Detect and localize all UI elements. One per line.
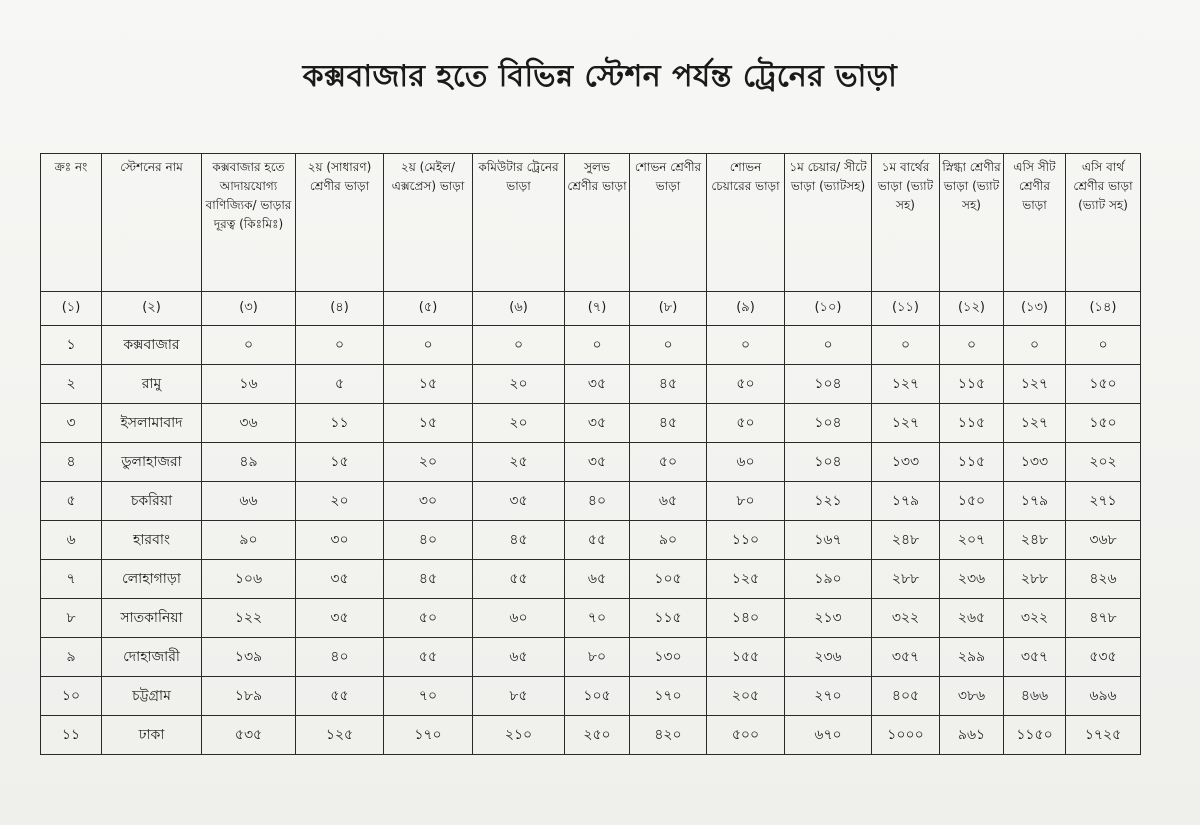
- fare-cell: ২৮৮: [872, 560, 940, 599]
- fare-cell: ২৩৬: [940, 560, 1004, 599]
- column-number-row: [41, 292, 1141, 326]
- table-row: [41, 404, 1141, 443]
- fare-cell: ২৪৮: [872, 521, 940, 560]
- fare-cell: ৪৫: [630, 365, 707, 404]
- fare-cell: ৪৫: [384, 560, 473, 599]
- fare-cell: ১১০: [707, 521, 785, 560]
- fare-cell: ৪৫: [473, 521, 565, 560]
- fare-cell: ২৫: [473, 443, 565, 482]
- fare-cell: ৪৯: [202, 443, 296, 482]
- fare-cell: ০: [1004, 326, 1066, 365]
- fare-cell: ৫৫: [473, 560, 565, 599]
- fare-cell: ৫৫: [565, 521, 630, 560]
- column-header: এসি সীট শ্রেণীর ভাড়া: [1004, 154, 1066, 292]
- fare-cell: ৩৫৭: [872, 638, 940, 677]
- column-number: (৬): [473, 292, 565, 326]
- serial-cell: ২: [41, 365, 102, 404]
- station-name-cell: দোহাজারী: [102, 638, 202, 677]
- fare-cell: ৯৬১: [940, 716, 1004, 755]
- fare-cell: ২০৭: [940, 521, 1004, 560]
- column-number: (১): [41, 292, 102, 326]
- fare-cell: ৩৫: [565, 404, 630, 443]
- fare-cell: ৩৫: [473, 482, 565, 521]
- fare-cell: ৩৫: [565, 365, 630, 404]
- serial-cell: ১০: [41, 677, 102, 716]
- fare-cell: ৩৫: [565, 443, 630, 482]
- fare-cell: ৫০: [707, 365, 785, 404]
- fare-cell: ৫০: [707, 404, 785, 443]
- column-number: (১২): [940, 292, 1004, 326]
- serial-cell: ৩: [41, 404, 102, 443]
- table-row: [41, 638, 1141, 677]
- column-number: (১৩): [1004, 292, 1066, 326]
- fare-cell: ০: [707, 326, 785, 365]
- table-row: [41, 677, 1141, 716]
- fare-cell: ১৭০: [630, 677, 707, 716]
- fare-cell: ২১৩: [785, 599, 872, 638]
- fare-cell: ৫০: [384, 599, 473, 638]
- serial-cell: ৭: [41, 560, 102, 599]
- fare-cell: ২০: [473, 365, 565, 404]
- table-row: [41, 560, 1141, 599]
- fare-cell: ০: [785, 326, 872, 365]
- fare-cell: ২৮৮: [1004, 560, 1066, 599]
- column-header: ২য় (সাধারণ) শ্রেণীর ভাড়া: [296, 154, 384, 292]
- fare-cell: ৬৫: [630, 482, 707, 521]
- column-number: (২): [102, 292, 202, 326]
- column-header: স্নিগ্ধা শ্রেণীর ভাড়া (ভ্যাট সহ): [940, 154, 1004, 292]
- fare-cell: ৪৫: [630, 404, 707, 443]
- fare-cell: ১৯০: [785, 560, 872, 599]
- station-name-cell: ডুলাহাজরা: [102, 443, 202, 482]
- table-row: [41, 482, 1141, 521]
- fare-cell: ১২৭: [872, 365, 940, 404]
- fare-cell: ৬৭০: [785, 716, 872, 755]
- column-number: (৮): [630, 292, 707, 326]
- serial-cell: ৯: [41, 638, 102, 677]
- fare-cell: ১২৫: [707, 560, 785, 599]
- fare-cell: ০: [1066, 326, 1141, 365]
- fare-cell: ০: [384, 326, 473, 365]
- column-header: কমিউটার ট্রেনের ভাড়া: [473, 154, 565, 292]
- column-header: ১ম চেয়ার/ সীটে ভাড়া (ভ্যাটসহ): [785, 154, 872, 292]
- serial-cell: ১১: [41, 716, 102, 755]
- fare-cell: ১৭৯: [872, 482, 940, 521]
- fare-cell: ৮০: [565, 638, 630, 677]
- column-number: (১৪): [1066, 292, 1141, 326]
- fare-cell: ৩০: [384, 482, 473, 521]
- fare-cell: ১০৫: [565, 677, 630, 716]
- fare-cell: ১০৪: [785, 365, 872, 404]
- station-name-cell: কক্সবাজার: [102, 326, 202, 365]
- fare-cell: ৫৫: [384, 638, 473, 677]
- column-number: (৪): [296, 292, 384, 326]
- fare-cell: ১৫০: [1066, 365, 1141, 404]
- column-number: (১১): [872, 292, 940, 326]
- table-row: [41, 326, 1141, 365]
- fare-cell: ৫৩৫: [1066, 638, 1141, 677]
- table-row: [41, 521, 1141, 560]
- fare-cell: ১১: [296, 404, 384, 443]
- fare-cell: ০: [565, 326, 630, 365]
- fare-cell: ১৮৯: [202, 677, 296, 716]
- fare-cell: ৪০: [384, 521, 473, 560]
- fare-cell: ০: [296, 326, 384, 365]
- station-name-cell: চকরিয়া: [102, 482, 202, 521]
- fare-cell: ৪২৬: [1066, 560, 1141, 599]
- station-name-cell: সাতকানিয়া: [102, 599, 202, 638]
- column-number: (৯): [707, 292, 785, 326]
- fare-cell: ৪০৫: [872, 677, 940, 716]
- fare-cell: ১৩৩: [872, 443, 940, 482]
- fare-cell: ১০৪: [785, 443, 872, 482]
- fare-cell: ১১৫: [940, 365, 1004, 404]
- fare-cell: ০: [940, 326, 1004, 365]
- fare-cell: ১২৫: [296, 716, 384, 755]
- fare-cell: ১৭২৫: [1066, 716, 1141, 755]
- fare-cell: ১৫: [384, 404, 473, 443]
- table-body: [41, 326, 1141, 755]
- fare-cell: ৬০: [707, 443, 785, 482]
- fare-cell: ১৫০: [1066, 404, 1141, 443]
- fare-cell: ১৩০: [630, 638, 707, 677]
- column-header: কক্সবাজার হতে আদায়যোগ্য বাণিজ্যিক/ ভাড়ার দূরত্ব (কিঃমিঃ): [202, 154, 296, 292]
- fare-cell: ১৬: [202, 365, 296, 404]
- column-header: ক্রঃ নং: [41, 154, 102, 292]
- fare-cell: ২৭০: [785, 677, 872, 716]
- fare-cell: ৭০: [384, 677, 473, 716]
- column-number: (১০): [785, 292, 872, 326]
- column-number: (৩): [202, 292, 296, 326]
- header-row: [41, 154, 1141, 292]
- serial-cell: ৪: [41, 443, 102, 482]
- fare-cell: ২০২: [1066, 443, 1141, 482]
- column-header: শোভন শ্রেণীর ভাড়া: [630, 154, 707, 292]
- fare-cell: ১৫: [384, 365, 473, 404]
- fare-cell: ১২২: [202, 599, 296, 638]
- fare-cell: ৩৫: [296, 599, 384, 638]
- fare-cell: ২৪৮: [1004, 521, 1066, 560]
- fare-cell: ৪৬৬: [1004, 677, 1066, 716]
- fare-cell: ৯০: [630, 521, 707, 560]
- fare-cell: ৫৩৫: [202, 716, 296, 755]
- column-header: ১ম বার্থের ভাড়া (ভ্যাট সহ): [872, 154, 940, 292]
- serial-cell: ৫: [41, 482, 102, 521]
- fare-cell: ২০: [384, 443, 473, 482]
- fare-cell: ৯০: [202, 521, 296, 560]
- fare-cell: ১২৭: [1004, 404, 1066, 443]
- fare-cell: ১০০০: [872, 716, 940, 755]
- fare-cell: ৪৭৮: [1066, 599, 1141, 638]
- fare-cell: ১২১: [785, 482, 872, 521]
- fare-cell: ০: [872, 326, 940, 365]
- fare-cell: ৪০: [296, 638, 384, 677]
- fare-cell: ১২৭: [872, 404, 940, 443]
- fare-cell: ১৩৩: [1004, 443, 1066, 482]
- fare-cell: ২০৫: [707, 677, 785, 716]
- station-name-cell: লোহাগাড়া: [102, 560, 202, 599]
- fare-cell: ৭০: [565, 599, 630, 638]
- fare-cell: ২০: [296, 482, 384, 521]
- fare-cell: ১৭০: [384, 716, 473, 755]
- table-row: [41, 599, 1141, 638]
- fare-cell: ২৯৯: [940, 638, 1004, 677]
- fare-table: [40, 153, 1141, 755]
- fare-cell: ৫৫: [296, 677, 384, 716]
- page-title: কক্সবাজার হতে বিভিন্ন স্টেশন পর্যন্ত ট্রেনের ভাড়া: [302, 59, 898, 94]
- fare-cell: ৪২০: [630, 716, 707, 755]
- table-row: [41, 365, 1141, 404]
- serial-cell: ৬: [41, 521, 102, 560]
- fare-cell: ৬৫: [473, 638, 565, 677]
- fare-cell: ১৩৯: [202, 638, 296, 677]
- fare-cell: ১১৫০: [1004, 716, 1066, 755]
- fare-cell: ৬৯৬: [1066, 677, 1141, 716]
- fare-cell: ৩৬: [202, 404, 296, 443]
- fare-cell: ০: [473, 326, 565, 365]
- column-header: সুলভ শ্রেণীর ভাড়া: [565, 154, 630, 292]
- fare-cell: ৬৬: [202, 482, 296, 521]
- fare-cell: ৩৮৬: [940, 677, 1004, 716]
- table-row: [41, 443, 1141, 482]
- fare-cell: ২৬৫: [940, 599, 1004, 638]
- fare-cell: ১৫০: [940, 482, 1004, 521]
- fare-cell: ২৩৬: [785, 638, 872, 677]
- fare-cell: ১৫৫: [707, 638, 785, 677]
- column-header: শোভন চেয়ারের ভাড়া: [707, 154, 785, 292]
- table-row: [41, 716, 1141, 755]
- fare-cell: ১১৫: [940, 404, 1004, 443]
- fare-cell: ৩৫: [296, 560, 384, 599]
- fare-cell: ১০৪: [785, 404, 872, 443]
- fare-cell: ৪০: [565, 482, 630, 521]
- fare-cell: ১৬৭: [785, 521, 872, 560]
- fare-cell: ২০: [473, 404, 565, 443]
- column-header: ২য় (মেইল/ এক্সপ্রেস) ভাড়া: [384, 154, 473, 292]
- fare-cell: ৩২২: [1004, 599, 1066, 638]
- fare-cell: ৩৬৮: [1066, 521, 1141, 560]
- fare-cell: ২৫০: [565, 716, 630, 755]
- column-header: স্টেশনের নাম: [102, 154, 202, 292]
- fare-cell: ৮৫: [473, 677, 565, 716]
- station-name-cell: ঢাকা: [102, 716, 202, 755]
- fare-cell: ১০৫: [630, 560, 707, 599]
- fare-cell: ১০৬: [202, 560, 296, 599]
- fare-cell: ১২৭: [1004, 365, 1066, 404]
- column-number: (৭): [565, 292, 630, 326]
- fare-cell: ১১৫: [630, 599, 707, 638]
- fare-cell: ১১৫: [940, 443, 1004, 482]
- fare-cell: ২৭১: [1066, 482, 1141, 521]
- station-name-cell: হারবাং: [102, 521, 202, 560]
- station-name-cell: রামু: [102, 365, 202, 404]
- fare-cell: ১৪০: [707, 599, 785, 638]
- fare-cell: ৩৫৭: [1004, 638, 1066, 677]
- fare-cell: ৫: [296, 365, 384, 404]
- fare-cell: ২১০: [473, 716, 565, 755]
- station-name-cell: চট্টগ্রাম: [102, 677, 202, 716]
- fare-cell: ৮০: [707, 482, 785, 521]
- serial-cell: ৮: [41, 599, 102, 638]
- fare-cell: ৬৫: [565, 560, 630, 599]
- fare-cell: ৫০: [630, 443, 707, 482]
- fare-cell: ১৫: [296, 443, 384, 482]
- fare-cell: ৫০০: [707, 716, 785, 755]
- fare-cell: ৩২২: [872, 599, 940, 638]
- column-number: (৫): [384, 292, 473, 326]
- fare-cell: ১৭৯: [1004, 482, 1066, 521]
- fare-cell: ০: [630, 326, 707, 365]
- serial-cell: ১: [41, 326, 102, 365]
- fare-cell: ৩০: [296, 521, 384, 560]
- fare-cell: ০: [202, 326, 296, 365]
- fare-cell: ৬০: [473, 599, 565, 638]
- column-header: এসি বার্থ শ্রেণীর ভাড়া (ভ্যাট সহ): [1066, 154, 1141, 292]
- station-name-cell: ইসলামাবাদ: [102, 404, 202, 443]
